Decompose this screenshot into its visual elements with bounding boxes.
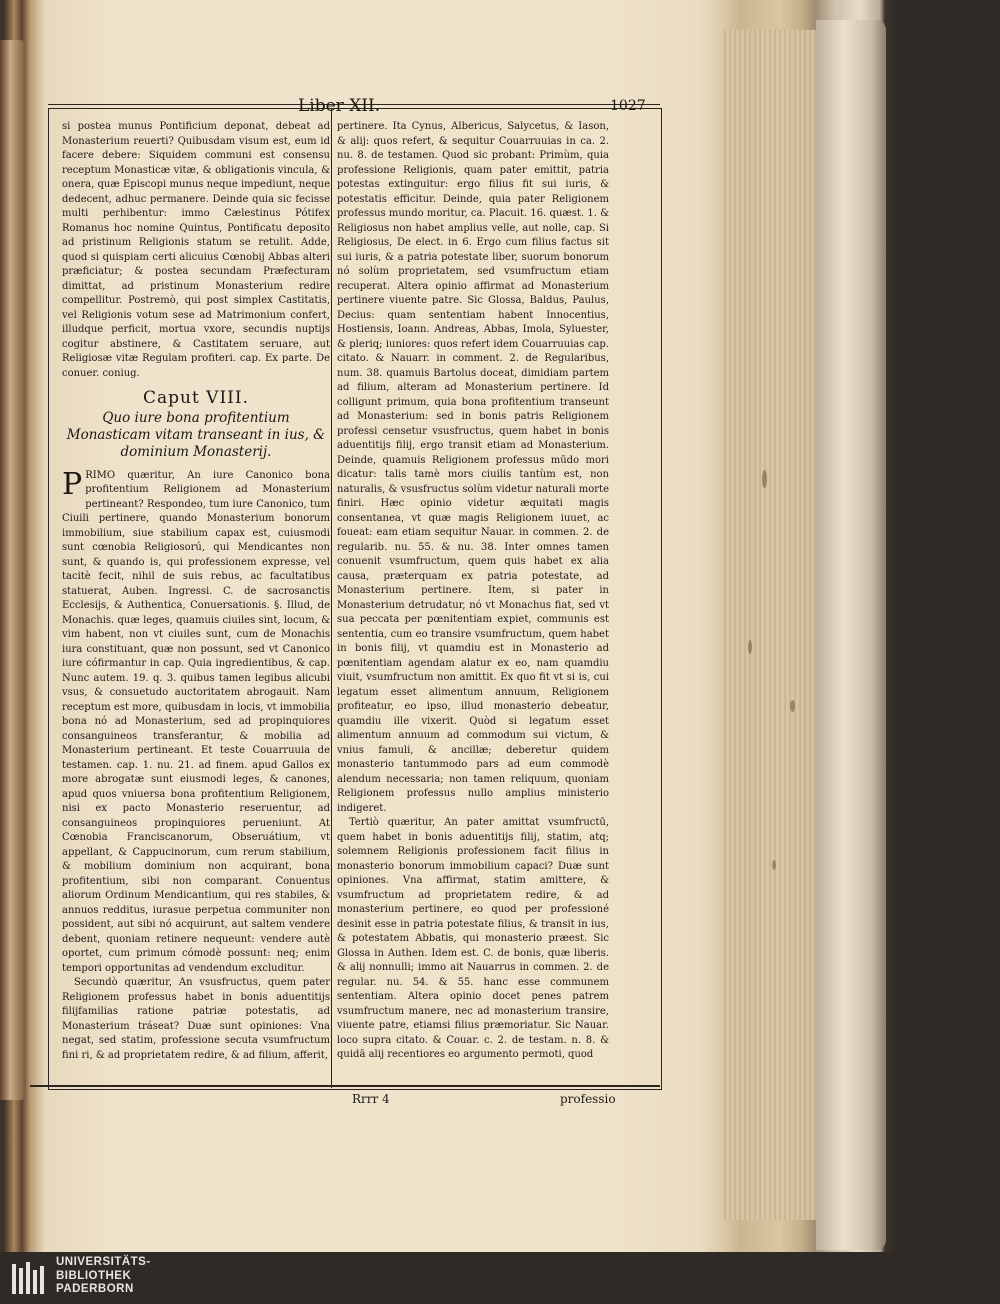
signature-mark: Rrrr 4 — [352, 1092, 390, 1106]
column-rule — [331, 108, 332, 1088]
chapter-heading: Caput VIII. — [142, 388, 250, 408]
page-block-edges — [722, 30, 817, 1220]
drop-capital: P — [62, 466, 83, 502]
library-name-line-3: PADERBORN — [56, 1283, 134, 1295]
stain — [762, 470, 767, 488]
catchword: professio — [560, 1092, 616, 1106]
right-column — [337, 120, 609, 1063]
book-cover-edge — [816, 20, 886, 1250]
left-paragraph-3: Secundò quæritur, An vsusfructus, quem pater Religionem professus habet in bonis aduentitijs filijfamilias ratione patriæ potestatis, ad Monasterium tráseat? Duæ sunt opiniones: Vna negat, sed statim, professione secuta vsumfructum fini ri, & ad proprietatem redire, & ad filium, afferit, — [62, 977, 330, 1061]
library-logo-icon — [10, 1258, 48, 1298]
right-paragraph-1: pertinere. Ita Cynus, Albericus, Salycetus, & Iason, & alij: quos refert, & sequitur Couarruuias in ca. 2. nu. 8. de testamen. Quod sic probant: Primùm, quia professione Religionis, quam pater emittit, patria potestas extinguitur: ergo filius fit sui iuris, & potestatis efficitur. Deinde, quia pater Religionem professus mundo moritur, ca. Placuit. 16. quæst. 1. & Religiosus non habet amplius velle, aut nolle, cap. Si Religiosus, De elect. in 6. Ergo cum filius factus sit sui iuris, & a patria potestate liber, suorum bonorum nó solùm proprietatem, sed vsumfructum etiam recuperat. Altera opinio affirmat ad Monasterium pertinere viuente patre. Sic Glossa, Baldus, Paulus, Decius: quam sententiam habent Innocentius, Hostiensis, Ioann. Andreas, Abbas, Imola, Syluester, & pleriq; iuniores: quos refert idem Couarruuias cap. citato. & Nauarr. in comment. 2. de Regularibus, num. 38. quamuis Bartolus doceat, dimidiam partem ad filium, alteram ad Monasterium pertinere. Id colligunt primum, quia bona profitentium transeunt ad Monasterium: sed in bonis patris Religionem professi censetur vsusfructus, quem habet in bonis aduentitijs filij, ergo transit etiam ad Monasterium. Deinde, quamuis Religionem professus mūdo mori dicatur: talis tamè mors ciuilis tantùm est, non naturalis, & vsusfructus solùm videtur naturali morte finiri. Hæc opinio videtur æquitati magis consentanea, vt quæ magis Religionem iuuet, ac foueat: eam etiam sequitur Nauar. in commen. 2. de regularib. nu. 55. & nu. 38. Inter omnes tamen conuenit vsumfructum, quem quis habet ex alia causa, præterquam ex patria potestate, ad Monasterium pertinere. Item, si pater in Monasterium detrudatur, nó vt Monachus fiat, sed vt sua peccata per pœnitentiam expiet, communis est sententia, cum eo transire vsumfructum, quem habet in bonis filij, vt quamdiu est in Monasterio ad pœnitentiam agendam alatur ex eo, nam quamdiu viuit, vsumfructum non amittit. Ex quo fit vt si is, cui legatum esset alimentum annuum, Religionem profiteatur, eo ipso, illud monasterio debeatur, quamdiu ille vixerit. Quòd si legatum esset alimentum annuum ad commodum sui victum, & vnius famuli, & ancillæ; deberetur quidem monasterio tantummodo pars ad eum commodè alendum necessaria; non tamen reliquum, quoniam Religionem professus nullo amplius ministerio indigeret. — [337, 121, 609, 814]
chapter-title: Quo iure bona profitentium Monasticam vitam transeant in ius, & dominium Monasterij. — [66, 409, 326, 460]
library-name-line-1: UNIVERSITÄTS- — [56, 1256, 151, 1268]
footer-rule — [30, 1085, 660, 1087]
left-paragraph-2 — [62, 466, 330, 977]
left-paragraph-2-text: RIMO quæritur, An iure Canonico bona profitentium Religionem ad Monasterium pertineant? Respondeo, tum iure Canonico, tum Ciuili pertinere, quando Monasterium bonorum immobilium, siue stabilium capax est, cuiusmodi sunt cœnobia Religiosorú, qui Mendicantes non sunt, & quando is, qui professionem expresse, vel tacitè fecit, nihil de suis rebus, ac facultatibus statuerat, Auben. Ingressi. C. de sacrosanctis Ecclesijs, & Authentica, Conuersationis. §. Illud, de Monachis. quæ leges, quamuis ciuiles sint, locum, & vim habent, non vt ciuiles sunt, cum de Monachis iura constituant, quæ non possunt, sed vt Canonico iure cófirmantur in cap. Quia ingredientibus, & cap. Nunc autem. 19. q. 3. quibus tamen legibus alicubi vsus, & consuetudo auctoritatem abrogauit. Nam receptum est more, quibusdam in locis, vt immobilia bona nó ad Monasterium, sed ad propinquiores consanguineos transferantur, & mobilia ad Monasterium pertineant. Et teste Couarruuia de testamen. cap. 1. nu. 21. ad finem. apud Gallos ex more abrogatæ sunt eiusmodi leges, & canones, apud quos vniuersa bona profitentium Religionem, nisi ex pacto Monasterio reseruentur, ad consanguineos propinquiores perueniunt. At Cœnobia Franciscanorum, Obseruátium, vt appellant, & Cappucinorum, cum rerum stabilium, & mobilium dominium non acquirant, bona profitentium, sibi non comparant. Conuentus aliorum Ordinum Mendicantium, qui res stabiles, & annuos redditus, iurasue perpetua communiter non possident, aut sibi nó acquirunt, aut saltem vendere debent, quoniam retinere nequeunt: vendere autè oportet, cum primum cómodè possunt: neq; enim tempori opportunitas ad vendendum excluditur. — [62, 469, 330, 974]
page-number: 1027 — [610, 98, 646, 114]
stain — [772, 860, 776, 870]
left-column — [62, 120, 330, 1063]
running-title: Liber XII. — [298, 96, 381, 116]
stain — [748, 640, 752, 654]
left-page-edge — [0, 40, 26, 1100]
left-paragraph-1: si postea munus Pontificium deponat, debeat ad Monasterium reuerti? Quibusdam visum est, eum id facere debere: Siquidem communi est consensu receptum Monasticæ vitæ, & obligationis vincula, & onera, quæ Episcopi munus neque impediunt, neque dedecent, adhuc permanere. Deinde quia sic fecisse multi perhibentur: immo Cælestinus Pótifex Romanus hoc nomine Quintus, Pontificatu deposito ad pristinum Religionis statum se retulit. Adde, quod si quispiam certi alicuius Cœnobij Abbas alteri præficiatur; & postea secundam Præfecturam dimittat, ad pristinum Monasterium redire compellitur. Postremò, qui post simplex Castitatis, vel Religionis votum sese ad Matrimonium confert, illudque perficit, mortua vxore, secundis nuptijs cogitur abstinere, & Castitatem seruare, aut Religiosæ vitæ Regulam profiteri. cap. Ex parte. De conuer. coniug. — [62, 121, 330, 379]
stain — [790, 700, 795, 712]
right-paragraph-2: Tertiò quæritur, An pater amittat vsumfructū, quem habet in bonis aduentitijs filij, statim, atq; solemnem Religionis professionem facit filius in monasterio bonorum immobilium capaci? Duæ sunt opiniones. Vna affirmat, statim amittere, & vsumfructum ad proprietatem redire, & ad monasterium pertinere, eo quod per professioné desinit esse in patria potestate filius, & transit in ius, & potestatem Abbatis, qui monasterio præest. Sic Glossa in Authen. Idem est. C. de bonis, quæ liberis. & alij nonnulli; immo ait Nauarrus in commen. 2. de regular. nu. 54. & 55. hanc esse communem sententiam. Altera opinio docet penes patrem vsumfructum manere, nec ad monasterium transire, viuente patre, etiamsi filius præmoriatur. Sic Nauar. loco supra citato. & Couar. c. 2. de testam. n. 8. & quidā alij recentiores eo argumento permoti, quod — [337, 817, 609, 1060]
library-name — [56, 1256, 151, 1297]
library-name-line-2: BIBLIOTHEK — [56, 1269, 132, 1282]
